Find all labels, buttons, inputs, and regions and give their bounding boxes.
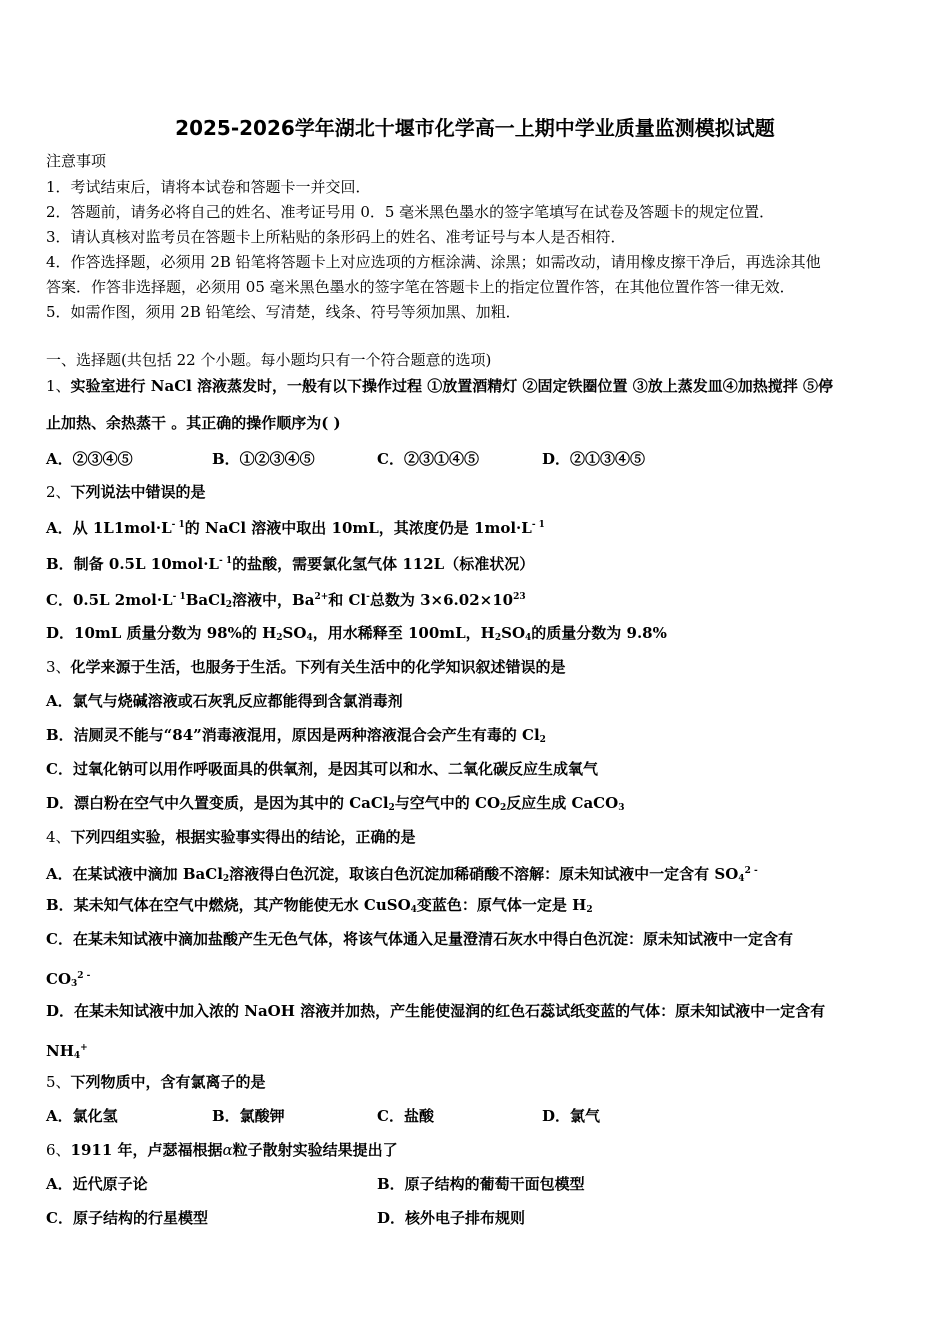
q6-option-a: A．近代原子论 [46,1175,148,1193]
text-run: D．10mL 质量分数为 98%的 H [46,624,277,642]
q4-option-c: C．在某未知试液中滴加盐酸产生无色气体，将该气体通入足量澄清石灰水中得白色沉淀：原未知试液中一定含有 [46,930,793,948]
text-run: B．洁厕灵不能与“84”消毒液混用，原因是两种溶液混合会产生有毒的 Cl [46,726,540,744]
text-run: 和 Cl [328,591,367,609]
superscript: - 1 [531,520,545,530]
question-number: 5、 [46,1073,71,1091]
question-text: 化学来源于生活，也服务于生活。下列有关生活中的化学知识叙述错误的是 [70,658,566,676]
subscript: 4 [525,633,532,643]
question-1-stem-cont: 止加热、余热蒸干 。其正确的操作顺序为( ) [46,414,341,432]
q1-option-d: D．②①③④⑤ [542,450,646,468]
text-run: 变蓝色：原气体一定是 H [416,896,587,914]
question-text: 下列四组实验，根据实验事实得出的结论，正确的是 [70,828,416,846]
q5-option-a: A．氯化氢 [46,1107,118,1125]
text-run: B．制备 0.5L 10mol·L [46,555,219,573]
text-run: ，用水稀释至 100mL，H [312,624,495,642]
question-2-stem [46,482,206,502]
text-run: B．某未知气体在空气中燃烧，其产物能使无水 CuSO [46,896,411,914]
q6-option-b: B．原子结构的葡萄干面包模型 [377,1175,585,1193]
superscript: - 1 [218,556,233,566]
q3-option-d [46,793,624,818]
question-text: 实验室进行 NaCl 溶液蒸发时，一般有以下操作过程 ①放置酒精灯 ②固定铁圈位置 ③放上蒸发皿④加热搅拌 ⑤停 [70,377,833,395]
alpha-symbol: α [222,1141,233,1159]
question-3-stem [46,657,566,677]
superscript: 2 - [77,971,91,981]
question-text: 下列说法中错误的是 [70,483,206,501]
text-run: 反应生成 CaCO [506,794,619,812]
superscript: 23 [513,592,526,602]
text-run: CO [46,970,72,988]
q6-option-c: C．原子结构的行星模型 [46,1209,208,1227]
q1-option-b: B．①②③④⑤ [212,450,315,468]
subscript: 4 [306,633,313,643]
q3-option-a: A．氯气与烧碱溶液或石灰乳反应都能得到含氯消毒剂 [46,692,403,710]
subscript: 2 [225,600,233,610]
subscript: 2 [276,633,283,643]
subscript: 4 [738,874,745,884]
text-run: 的 NaCl 溶液中取出 10mL，其浓度仍是 1mol·L [184,519,532,537]
q5-option-c: C．盐酸 [377,1107,434,1125]
question-text: 下列物质中，含有氯离子的是 [70,1073,266,1091]
notice-item: 5．如需作图，须用 2B 铅笔绘、写清楚，线条、符号等须加黑、加粗． [46,303,521,321]
superscript: 2 - [744,866,758,876]
superscript: + [80,1043,88,1053]
q4-option-d-cont [46,1038,88,1066]
section-heading: 一、选择题(共包括 22 个小题。每小题均只有一个符合题意的选项) [46,351,492,369]
q6-option-d: D．核外电子排布规则 [377,1209,526,1227]
question-6-stem [46,1140,398,1160]
text-run: 总数为 3×6.02×10 [369,591,514,609]
notice-heading: 注意事项 [46,152,107,170]
question-5-stem [46,1072,266,1092]
text-run: SO [282,624,307,642]
notice-item: 4．作答选择题，必须用 2B 铅笔将答题卡上对应选项的方框涂满、涂黑；如需改动，请用橡皮擦干净后，再选涂其他 [46,253,821,271]
subscript: 2 [539,735,546,745]
notice-item: 2．答题前，请务必将自己的姓名、准考证号用 0．5 毫米黑色墨水的签字笔填写在试卷及答题卡的规定位置． [46,203,775,221]
text-run: 的质量分数为 9.8% [531,624,667,642]
text-run: 溶液中，Ba [232,591,315,609]
q4-option-d: D．在某未知试液中加入浓的 NaOH 溶液并加热，产生能使湿润的红色石蕊试纸变蓝的气体：原未知试液中一定含有 [46,1002,826,1020]
notice-item: 答案．作答非选择题，必须用 05 毫米黑色墨水的签字笔在答题卡上的指定位置作答，在其他位置作答一律无效． [46,278,795,296]
text-run: SO [501,624,526,642]
superscript: 2+ [314,592,329,602]
text-run: NH [46,1042,74,1060]
subscript: 4 [73,1051,81,1061]
q1-option-c: C．②③①④⑤ [377,450,479,468]
question-4-stem [46,827,416,847]
q3-option-b [46,725,546,750]
page-title: 2025-2026学年湖北十堰市化学高一上期中学业质量监测模拟试题 [175,116,775,140]
text-run: 溶液得白色沉淀，取该白色沉淀加稀硝酸不溶解：原未知试液中一定含有 SO [229,865,739,883]
text-run: 与空气中的 CO [394,794,501,812]
question-1-stem [46,376,833,396]
text-run: BaCl [185,591,226,609]
subscript: 2 [586,905,593,915]
subscript: 3 [618,803,625,813]
subscript: 3 [71,979,78,989]
q3-option-c: C．过氧化钠可以用作呼吸面具的供氧剂，是因其可以和水、二氧化碳反应生成氧气 [46,760,598,778]
superscript: - 1 [171,520,185,530]
question-number: 6、 [46,1141,71,1159]
question-number: 3、 [46,658,71,676]
text-run: D．漂白粉在空气中久置变质，是因为其中的 CaCl [46,794,389,812]
subscript: 2 [222,874,230,884]
notice-item: 3．请认真核对监考员在答题卡上所粘贴的条形码上的姓名、准考证号与本人是否相符． [46,228,626,246]
q1-option-a: A．②③④⑤ [46,450,133,468]
question-number: 1、 [46,377,71,395]
question-text: 1911 年，卢瑟福根据 [70,1141,223,1159]
superscript: - 1 [172,592,186,602]
question-text: 粒子散射实验结果提出了 [232,1141,398,1159]
q2-option-b [46,551,534,574]
subscript: 2 [388,803,395,813]
notice-item: 1．考试结束后，请将本试卷和答题卡一并交回． [46,178,371,196]
text-run: C．0.5L 2mol·L [46,591,173,609]
question-number: 4、 [46,828,71,846]
q2-option-c [46,587,526,615]
subscript: 2 [500,803,507,813]
superscript: - [366,592,370,602]
q2-option-a [46,515,545,538]
q4-option-a [46,861,758,889]
text-run: A．从 1L1mol·L [46,519,172,537]
q2-option-d [46,623,667,648]
q4-option-c-cont [46,966,90,994]
q4-option-b [46,895,593,920]
subscript: 2 [494,633,502,643]
subscript: 4 [410,905,417,915]
q5-option-d: D．氯气 [542,1107,601,1125]
question-number: 2、 [46,483,71,501]
q5-option-b: B．氯酸钾 [212,1107,285,1125]
text-run: 的盐酸，需要氯化氢气体 112L（标准状况） [232,555,535,573]
text-run: A．在某试液中滴加 BaCl [46,865,223,883]
